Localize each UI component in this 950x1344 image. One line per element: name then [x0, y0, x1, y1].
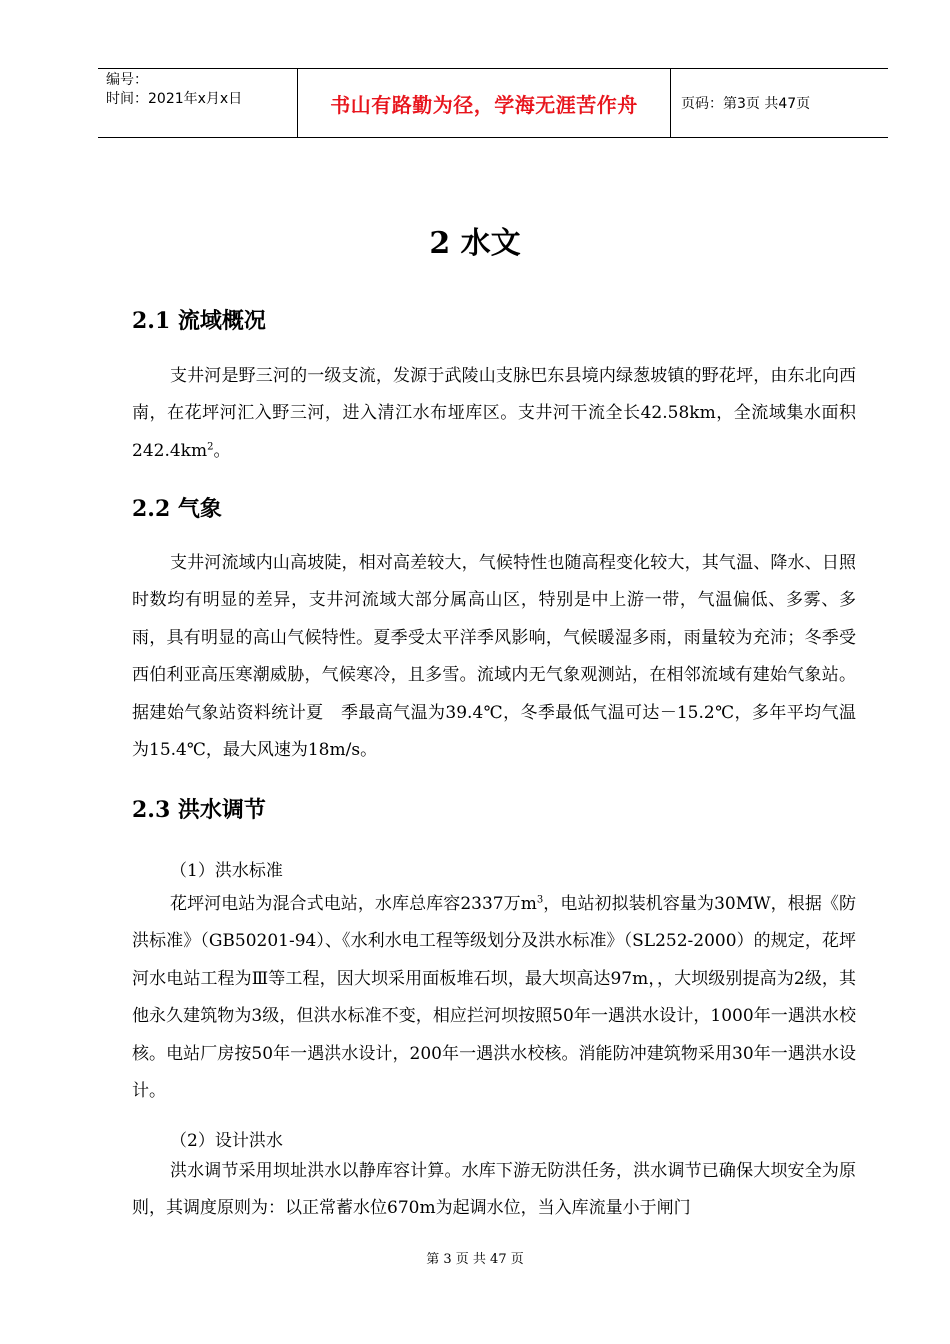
- header-meta: [98, 69, 298, 137]
- section-2-1-text-end: 。: [213, 440, 231, 461]
- chapter-title: 2 水文: [429, 226, 521, 261]
- section-2-1-text: 支井河是野三河的一级支流，发源于武陵山支脉巴东县境内绿葱坡镇的野花坪，由东北向西南，在花坪河汇入野三河，进入清江水布垭库区。支井河干流全长42.58km，全流域集水面积242.4km: [132, 366, 856, 461]
- item-flood-standard: （1）洪水标准: [170, 861, 283, 881]
- page-header: [98, 68, 888, 138]
- header-page-label: 页码：第3页 共47页: [681, 96, 811, 112]
- superscript-2: 2: [207, 441, 214, 453]
- section-2-2-paragraph: 支井河流域内山高坡陡，相对高差较大，气候特性也随高程变化较大，其气温、降水、日照时数均有明显的差异，支井河流域大部分属高山区，特别是中上游一带，气温偏低、多雾、多雨，具有明显的高山气候特性。夏季受太平洋季风影响，气候暖湿多雨，雨量较为充沛；冬季受西伯利亚高压寒潮威胁，气候寒冷，且多雪。流域内无气象观测站，在相邻流域有建始气象站。据建始气象站资料统计夏 季最高气温为39.4℃，冬季最低气温可达－15.2℃，多年平均气温为15.4℃，最大风速为18m/s。: [132, 553, 856, 761]
- section-2-3-paragraph-2: 洪水调节采用坝址洪水以静库容计算。水库下游无防洪任务，洪水调节已确保大坝安全为原则，其调度原则为：以正常蓄水位670m为起调水位，当入库流量小于闸门: [132, 1161, 856, 1219]
- section-2-3-paragraph-1: [132, 886, 856, 1110]
- header-motto: 书山有路勤为径，学海无涯苦作舟: [298, 69, 671, 137]
- header-number-label: 编号：: [106, 72, 148, 88]
- section-2-1-heading: 2.1 流域概况: [132, 308, 266, 334]
- header-time-label: 时间：2021年x月x日: [106, 91, 243, 107]
- item-design-flood: （2）设计洪水: [170, 1131, 283, 1151]
- section-2-1-paragraph: [132, 358, 856, 470]
- section-2-3-heading: 2.3 洪水调节: [132, 797, 266, 823]
- paragraph-1-text-a: 花坪河电站为混合式电站，水库总库容2337万m: [170, 894, 537, 914]
- page-footer: 第 3 页 共 47 页: [426, 1252, 524, 1267]
- superscript-3: 3: [536, 894, 544, 906]
- section-2-2-heading: 2.2 气象: [132, 496, 222, 522]
- paragraph-1-text-b: ，电站初拟装机容量为30MW，根据《防洪标准》（GB50201-94）、《水利水电工程等级划分及洪水标准》（SL252-2000）的规定，花坪河水电站工程为Ⅲ等工程，因大坝采用面板堆石坝，最大坝高达97m，，大坝级别提高为2级，其他永久建筑物为3级，但洪水标准不变，相应拦河坝按照50年一遇洪水设计，1000年一遇洪水校核。电站厂房按50年一遇洪水设计，200年一遇洪水校核。消能防冲建筑物采用30年一遇洪水设计。: [132, 894, 856, 1102]
